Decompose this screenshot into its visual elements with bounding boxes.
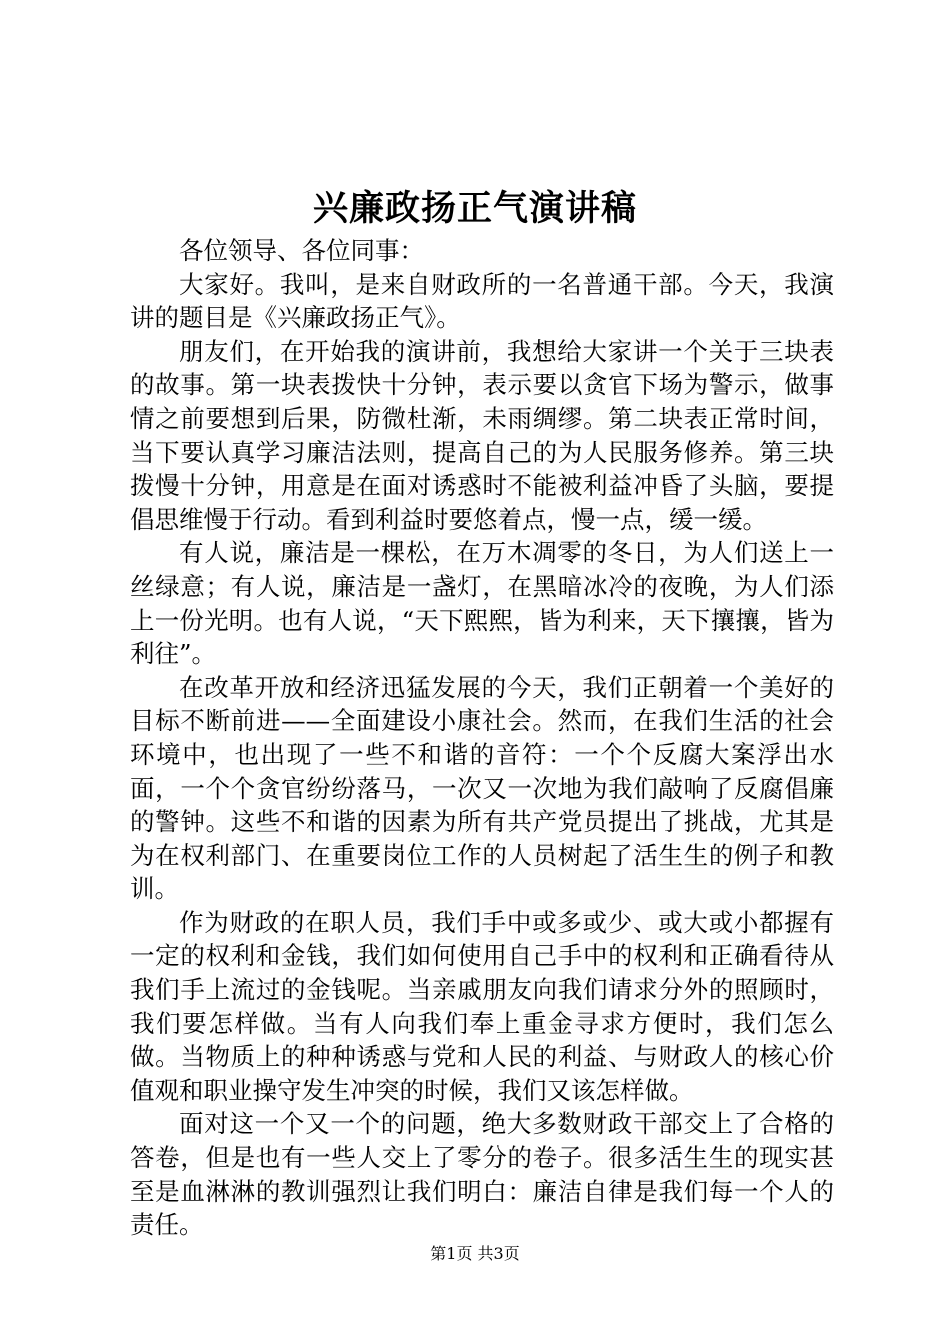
- body-paragraph: 大家好。我叫，是来自财政所的一名普通干部。今天，我演讲的题目是《兴廉政扬正气》。: [130, 269, 834, 333]
- document-body: [130, 234, 834, 1242]
- page-number-footer: 第1页 共3页: [430, 1244, 520, 1263]
- document-title: 兴廉政扬正气演讲稿: [312, 188, 637, 229]
- body-paragraph: 面对这一个又一个的问题，绝大多数财政干部交上了合格的答卷，但是也有一些人交上了零分的卷子。很多活生生的现实甚至是血淋淋的教训强烈让我们明白：廉洁自律是我们每一个人的责任。: [130, 1109, 834, 1240]
- body-paragraph: 有人说，廉洁是一棵松，在万木凋零的冬日，为人们送上一丝绿意；有人说，廉洁是一盏灯，在黑暗冰冷的夜晚，为人们添上一份光明。也有人说，“天下熙熙，皆为利来，天下攘攘，皆为利往”。: [130, 538, 834, 669]
- body-paragraph: 在改革开放和经济迅猛发展的今天，我们正朝着一个美好的目标不断前进——全面建设小康社会。然而，在我们生活的社会环境中，也出现了一些不和谐的音符：一个个反腐大案浮出水面，一个个贪官纷纷落马，一次又一次地为我们敲响了反腐倡廉的警钟。这些不和谐的因素为所有共产党员提出了挑战，尤其是为在权利部门、在重要岗位工作的人员树起了活生生的例子和教训。: [130, 672, 834, 904]
- salutation-paragraph: 各位领导、各位同事：: [179, 236, 424, 265]
- body-paragraph: 作为财政的在职人员，我们手中或多或少、或大或小都握有一定的权利和金钱，我们如何使用自己手中的权利和正确看待从我们手上流过的金钱呢。当亲戚朋友向我们请求分外的照顾时，我们要怎样做。当有人向我们奉上重金寻求方便时，我们怎么做。当物质上的种种诱惑与党和人民的利益、与财政人的核心价值观和职业操守发生冲突的时候，我们又该怎样做。: [130, 907, 834, 1105]
- body-paragraph: 朋友们，在开始我的演讲前，我想给大家讲一个关于三块表的故事。第一块表拨快十分钟，表示要以贪官下场为警示，做事情之前要想到后果，防微杜渐，未雨绸缪。第二块表正常时间，当下要认真学习廉洁法则，提高自己的为人民服务修养。第三块拨慢十分钟，用意是在面对诱惑时不能被利益冲昏了头脑，要提倡思维慢于行动。看到利益时要悠着点，慢一点，缓一缓。: [130, 336, 834, 534]
